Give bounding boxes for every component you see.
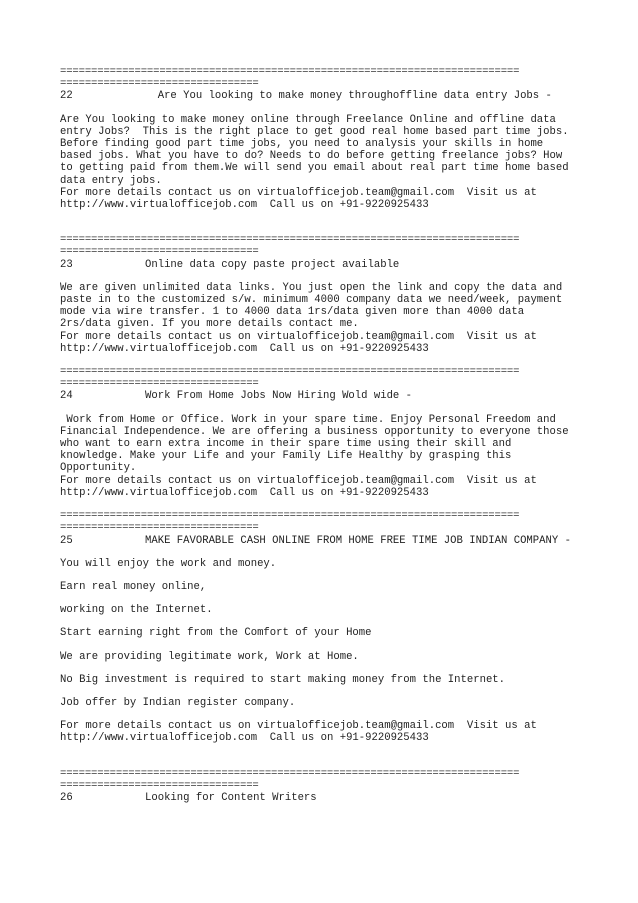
- separator-short: ================================: [60, 779, 259, 792]
- entry-number: 23: [60, 258, 73, 271]
- entry-paragraph: No Big investment is required to start making money from the Internet.: [60, 673, 506, 686]
- separator-short: ================================: [60, 246, 259, 259]
- entry-title: Work From Home Jobs Now Hiring Wold wide -: [145, 390, 413, 403]
- entry-body: Are You looking to make money online through Freelance Online and offline data entry Jobs? This is the right place to get good real home based part time jobs. Before finding good part time jobs, you need to analysis your skills in home based jobs. What you have to do? Needs to do before getting freelance jobs? How to getting paid from them.We will send you email about real part time home based data entry jobs.: [60, 113, 569, 187]
- job-entry-25: [60, 510, 580, 744]
- contact-line-email: For more details contact us on virtualofficejob.team@gmail.com Visit us at: [60, 720, 537, 733]
- entry-body: We are given unlimited data links. You just open the link and copy the data and paste in to the customized s/w. minimum 4000 company data we need/week, payment mode via wire transfer. 1 to 4000 data 1rs/data given more than 4000 data 2rs/data given. If you more details contact me.: [60, 281, 563, 331]
- entry-body: Work from Home or Office. Work in your spare time. Enjoy Personal Freedom and Financial Independence. We are offering a business opportunity to everyone those who want to earn extra income in their spare time using their skill and knowledge. Make your Life and your Family Life Healthy by grasping this Opportunity.: [60, 413, 569, 475]
- entry-paragraph: We are providing legitimate work, Work at Home.: [60, 650, 359, 663]
- contact-line-web: http://www.virtualofficejob.com Call us on +91-9220925433: [60, 342, 429, 355]
- separator-long: ==========================================================================: [60, 510, 520, 523]
- entry-number: 25: [60, 534, 73, 547]
- entry-heading: [60, 792, 580, 804]
- contact-line-email: For more details contact us on virtualofficejob.team@gmail.com Visit us at: [60, 474, 537, 487]
- separator-long: ==========================================================================: [60, 66, 520, 78]
- contact-line-email: For more details contact us on virtualofficejob.team@gmail.com Visit us at: [60, 330, 537, 343]
- contact-line-email: For more details contact us on virtualofficejob.team@gmail.com Visit us at: [60, 186, 537, 199]
- contact-line-web: http://www.virtualofficejob.com Call us on +91-9220925433: [60, 199, 429, 212]
- entry-paragraph: Job offer by Indian register company.: [60, 696, 296, 709]
- entry-paragraph: Earn real money online,: [60, 580, 207, 593]
- entry-heading: [60, 259, 580, 271]
- entry-paragraph: You will enjoy the work and money.: [60, 557, 277, 570]
- separator-long: ==========================================================================: [60, 234, 520, 247]
- entry-heading: [60, 535, 580, 547]
- entry-number: 22: [60, 90, 73, 103]
- document-page: [60, 66, 580, 804]
- entry-title: Are You looking to make money throughoffline data entry Jobs -: [145, 90, 552, 103]
- entry-paragraph: working on the Internet.: [60, 604, 213, 617]
- job-entry-22: [60, 66, 580, 211]
- entry-title: Looking for Content Writers: [145, 791, 317, 804]
- entry-title: MAKE FAVORABLE CASH ONLINE FROM HOME FREE TIME JOB INDIAN COMPANY -: [145, 534, 571, 547]
- separator-short: ================================: [60, 78, 259, 91]
- separator-short: ================================: [60, 378, 259, 391]
- separator-long: ==========================================================================: [60, 366, 520, 379]
- contact-line-web: http://www.virtualofficejob.com Call us on +91-9220925433: [60, 486, 429, 499]
- entry-heading: [60, 390, 580, 402]
- job-entry-24: [60, 366, 580, 499]
- entry-heading: [60, 90, 580, 102]
- entry-number: 26: [60, 791, 73, 804]
- job-entry-26: [60, 768, 580, 805]
- entry-paragraph: Start earning right from the Comfort of your Home: [60, 627, 372, 640]
- separator-long: ==========================================================================: [60, 767, 520, 780]
- job-entry-23: [60, 234, 580, 355]
- separator-short: ================================: [60, 522, 259, 535]
- entry-number: 24: [60, 390, 73, 403]
- entry-title: Online data copy paste project available: [145, 258, 400, 271]
- contact-line-web: http://www.virtualofficejob.com Call us on +91-9220925433: [60, 732, 429, 745]
